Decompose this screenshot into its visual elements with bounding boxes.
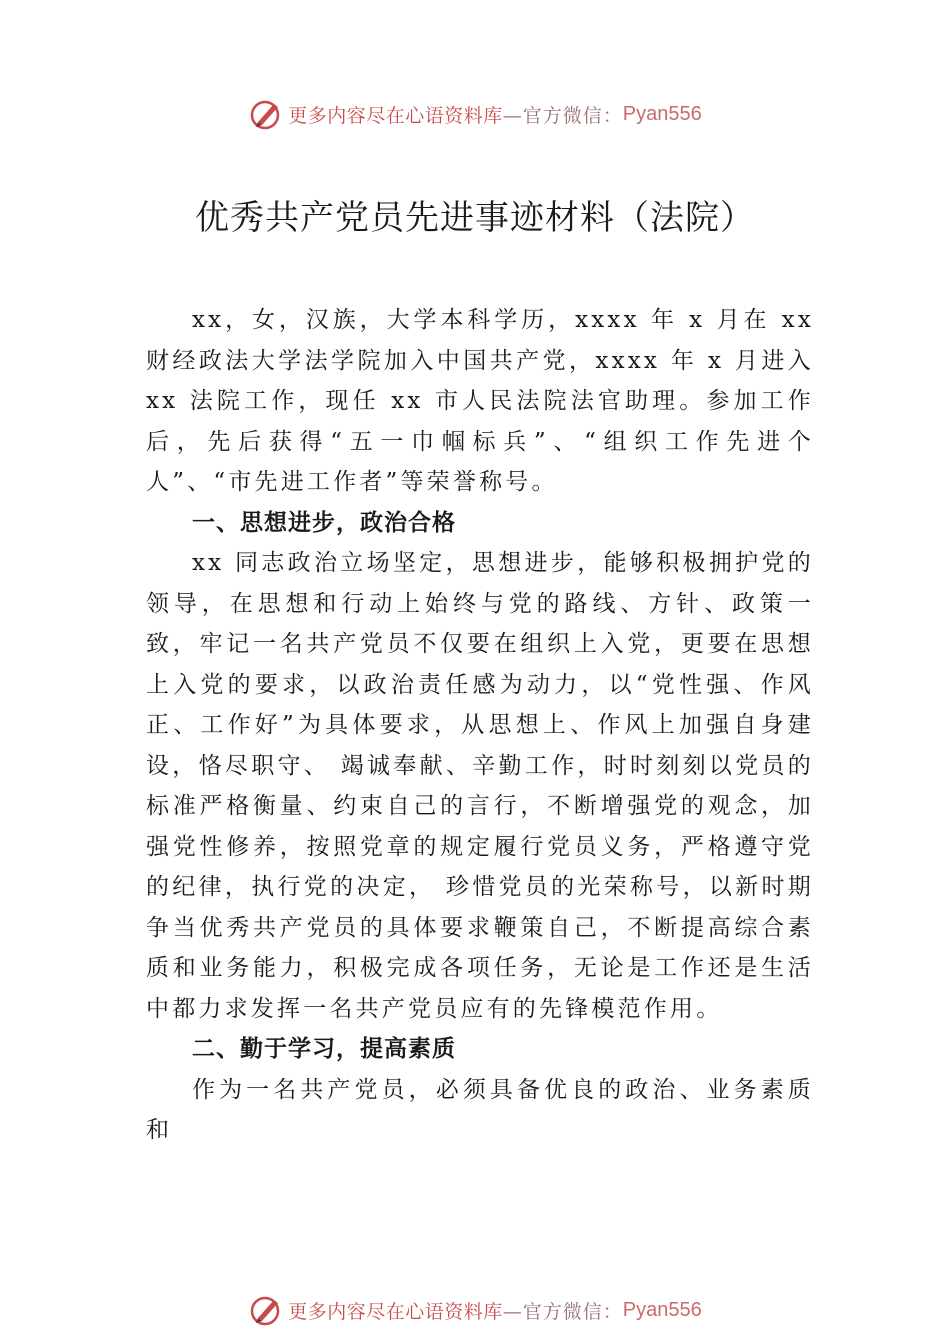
- section-1-paragraph: xx 同志政治立场坚定，思想进步，能够积极拥护党的领导，在思想和行动上始终与党的路线、方针、政策一致，牢记一名共产党员不仅要在组织上入党，更要在思想上入党的要求，以政治责任感为动力，以“党性强、作风正、工作好”为具体要求，从思想上、作风上加强自身建设，恪尽职守、 竭诚奉献、辛勤工作，时时刻刻以党员的标准严格衡量、约束自己的言行，不断增强党的观念，加强党性修养，按照党章的规定履行党员义务，严格遵守党的纪律，执行党的决定， 珍惜党员的光荣称号，以新时期争当优秀共产党员的具体要求鞭策自己，不断提高综合素质和业务能力，积极完成各项任务，无论是工作还是生活中都力求发挥一名共产党员应有的先锋模范作用。: [146, 550, 814, 1022]
- section-2-heading: 二、勤于学习，提高素质: [192, 1036, 456, 1062]
- watermark-grey-text: —官方微信：: [502, 1300, 623, 1323]
- document-title: 优秀共产党员先进事迹材料（法院）: [195, 198, 755, 238]
- intro-paragraph: xx，女，汉族，大学本科学历，xxxx 年 x 月在 xx 财经政法大学法学院加入中国共产党，xxxx 年 x 月进入 xx 法院工作，现任 xx 市人民法院法官助理。参加工作后，先后获得“五一巾帼标兵”、“组织工作先进个人”、“市先进工作者”等荣誉称号。: [146, 307, 814, 495]
- watermark-wechat-id: Pyan556: [622, 102, 702, 125]
- pen-logo-icon: [248, 96, 284, 132]
- watermark-wechat-id: Pyan556: [622, 1298, 702, 1321]
- document-body: [146, 300, 814, 1151]
- section-1-heading: 一、思想进步，政治合格: [192, 509, 456, 536]
- watermark-red-text: 更多内容尽在心语资料库: [288, 104, 503, 127]
- pen-logo-icon: [248, 1292, 284, 1328]
- watermark-grey-text: —官方微信：: [502, 104, 623, 127]
- watermark-banner-top: [0, 92, 950, 136]
- watermark-red-text: 更多内容尽在心语资料库: [288, 1300, 503, 1323]
- watermark-banner-bottom: [0, 1288, 950, 1332]
- section-2-paragraph: 作为一名共产党员，必须具备优良的政治、业务素质和: [146, 1076, 814, 1143]
